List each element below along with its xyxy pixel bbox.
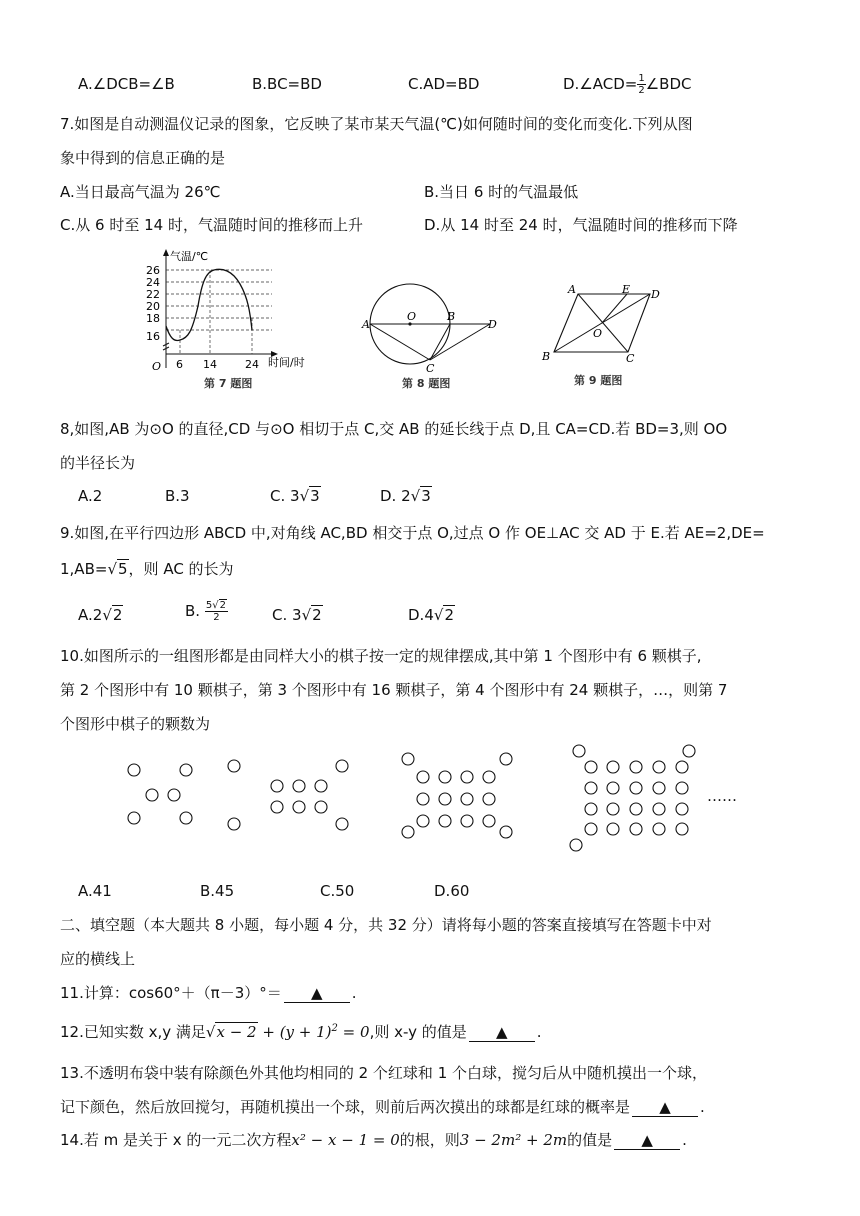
q13-answer-blank[interactable]: ▲ [632, 1098, 698, 1117]
fig7-y-tick-22: 22 [146, 288, 160, 301]
q10-stem-line3: 个图形中棋子的颗数为 [60, 715, 211, 733]
q10-option-c: C.50 [320, 882, 355, 900]
fig10-pattern-1 [128, 764, 192, 824]
fig7-y-arrow [163, 249, 169, 256]
q7-stem-line1: 7.如图是自动测温仪记录的图象，它反映了某市某天气温(℃)如何随时间的变化而变化.下列从图 [60, 115, 693, 133]
fig9-line-oe [602, 294, 627, 323]
q9-option-c-prefix: C. 3 [272, 606, 302, 624]
q12-eq: = 0 [337, 1023, 370, 1041]
fig7-y-tick-16: 16 [146, 330, 160, 343]
figure-9-parallelogram [538, 284, 668, 366]
q14-suffix: 的值是 [567, 1131, 613, 1149]
fig7-x-tick-6: 6 [176, 358, 183, 371]
figure-7-temperature-graph [144, 246, 324, 376]
q9-option-b-num: 5√2 [205, 600, 226, 611]
q12-prefix: 12.已知实数 x,y 满足 [60, 1023, 206, 1041]
q9-option-b-den: 2 [213, 612, 220, 623]
q7-option-a: A.当日最高气温为 26℃ [60, 183, 221, 201]
fig7-x-tick-14: 14 [203, 358, 217, 371]
q9-option-a-prefix: A.2 [78, 606, 103, 624]
q10-stem-line1: 10.如图所示的一组图形都是由同样大小的棋子按一定的规律摆成,其中第 1 个图形中有 6 颗棋子, [60, 647, 702, 665]
fig8-caption: 第 8 题图 [402, 377, 451, 390]
fig9-caption: 第 9 题图 [574, 374, 623, 387]
section2-heading-line1: 二、填空题（本大题共 8 小题，每小题 4 分，共 32 分）请将每小题的答案直接填写在答题卡中对 [60, 916, 712, 934]
q9-option-d-prefix: D.4 [408, 606, 434, 624]
q9-option-a: A.2√2 [78, 606, 123, 624]
q10-option-a: A.41 [78, 882, 112, 900]
q9-stem-line2: 1,AB=√5，则 AC 的长为 [60, 560, 234, 578]
fig8-line-cd [430, 324, 490, 360]
fig7-y-tick-18: 18 [146, 312, 160, 325]
q14-end: . [682, 1131, 687, 1149]
q6-option-d [563, 73, 692, 96]
q8-option-c-prefix: C. 3 [270, 487, 300, 505]
fig8-line-bc [430, 324, 450, 360]
q8-option-d-prefix: D. 2 [380, 487, 411, 505]
q8-stem-line2: 的半径长为 [60, 454, 136, 472]
q9-option-a-radicand: 2 [112, 606, 123, 624]
q10-option-b: B.45 [200, 882, 235, 900]
q12-mid: + (y + 1) [257, 1023, 332, 1041]
q9-stem-line2-prefix: 1,AB= [60, 560, 108, 578]
fig7-y-label: 气温/℃ [170, 250, 209, 263]
fig10-pattern-2 [228, 760, 348, 830]
q8-option-c-radicand: 3 [310, 487, 320, 505]
q7-option-d: D.从 14 时至 24 时，气温随时间的推移而下降 [424, 216, 738, 234]
q12-radicand: x − 2 [216, 1023, 257, 1041]
q9-stem-radicand: 5 [118, 560, 128, 578]
fig10-pattern-3 [402, 753, 512, 838]
q6-option-b: B.BC=BD [252, 75, 322, 93]
fig8-label-o: O [407, 310, 417, 323]
fig7-y-tick-20: 20 [146, 300, 160, 313]
q9-option-b-fraction [205, 600, 228, 623]
q12-end: . [536, 1023, 542, 1041]
q14-prefix: 14.若 m 是关于 x 的一元二次方程 [60, 1131, 292, 1149]
fig8-label-d: D [488, 318, 497, 331]
q6-option-d-suffix: ∠BDC [645, 75, 692, 93]
fig7-y-tick-26: 26 [146, 264, 160, 277]
fig9-label-o: O [593, 327, 603, 340]
q9-option-b-prefix: B. [185, 602, 201, 620]
q13-end: . [700, 1098, 705, 1116]
fig7-caption: 第 7 题图 [204, 377, 253, 390]
fig9-diagonal-ac [578, 294, 628, 352]
q9-option-c: C. 3√2 [272, 606, 322, 624]
q6-fraction-num: 1 [638, 73, 645, 84]
q9-stem-line2-suffix: ，则 AC 的长为 [128, 560, 234, 578]
q14-answer-blank[interactable]: ▲ [614, 1131, 680, 1150]
q12-answer-blank[interactable]: ▲ [469, 1023, 535, 1042]
q9-option-d: D.4√2 [408, 606, 454, 624]
q8-option-a: A.2 [78, 487, 103, 505]
q7-option-c: C.从 6 时至 14 时，气温随时间的推移而上升 [60, 216, 363, 234]
q6-fraction-den: 2 [638, 85, 645, 96]
fig8-label-a: A [362, 318, 370, 331]
fig9-label-b: B [542, 350, 551, 363]
fig8-label-c: C [426, 362, 435, 374]
fig7-y-tick-24: 24 [146, 276, 160, 289]
q9-stem-line1: 9.如图,在平行四边形 ABCD 中,对角线 AC,BD 相交于点 O,过点 O 作 OE⊥AC 交 AD 于 E.若 AE=2,DE= [60, 524, 765, 542]
q11-line [60, 982, 357, 1004]
q6-option-c: C.AD=BD [408, 75, 480, 93]
q7-stem-line2: 象中得到的信息正确的是 [60, 149, 226, 167]
q10-stem-line2: 第 2 个图形中有 10 颗棋子，第 3 个图形中有 16 颗棋子，第 4 个图形中有 24 颗棋子，…，则第 7 [60, 681, 728, 699]
q13-stem-line1: 13.不透明布袋中装有除颜色外其他均相同的 2 个红球和 1 个白球，搅匀后从中随机摸出一个球， [60, 1064, 708, 1082]
q6-fraction [637, 73, 645, 96]
q14-equation: x² − x − 1 = 0 [291, 1131, 400, 1149]
q7-option-b: B.当日 6 时的气温最低 [424, 183, 579, 201]
figure-8-circle-tangent [360, 278, 510, 374]
q12-line: 12.已知实数 x,y 满足$√x - 2 + (y + 1)^2 = 0$,则 x-y 的值是 ▲ . [60, 1023, 542, 1041]
fig9-label-a: A [568, 284, 576, 296]
section2-heading-line2: 应的横线上 [60, 950, 136, 968]
fig9-label-c: C [626, 352, 635, 365]
q9-option-c-radicand: 2 [312, 606, 322, 624]
q10-option-d: D.60 [434, 882, 470, 900]
fig8-line-ac [370, 324, 430, 360]
q11-end: . [351, 984, 357, 1002]
q9-option-d-radicand: 2 [444, 606, 454, 624]
q13-stem-line2 [60, 1096, 705, 1118]
q14-line [60, 1129, 687, 1151]
q11-answer-blank[interactable]: ▲ [284, 984, 350, 1003]
q9-option-b [185, 600, 228, 623]
q12-suffix: ,则 x-y 的值是 [369, 1023, 467, 1041]
q14-mid: 的根，则 [399, 1131, 460, 1149]
q6-option-d-prefix: D.∠ACD= [563, 75, 638, 93]
fig7-x-tick-24: 24 [245, 358, 259, 371]
fig10-ellipsis: …… [707, 787, 737, 805]
fig9-label-d: D [651, 288, 660, 301]
q11-text: 11.计算：cos60°＋（π－3）°＝ [60, 984, 282, 1002]
q8-option-d: D. 2√3 [380, 487, 431, 505]
q9-option-b-num-prefix: 5 [205, 600, 213, 611]
q13-line2-text: 记下颜色，然后放回搅匀，再随机摸出一个球，则前后两次摸出的球都是红球的概率是 [60, 1098, 631, 1116]
fig10-pattern-4 [570, 745, 695, 851]
q8-option-c: C. 3√3 [270, 487, 320, 505]
fig7-x-label: 时间/时 [268, 356, 305, 369]
fig9-label-e: E [622, 284, 631, 296]
q12-exponent: 2 [331, 1023, 338, 1034]
q9-option-b-num-radicand: 2 [219, 600, 226, 611]
q14-expression: 3 − 2m² + 2m [459, 1131, 568, 1149]
fig8-label-b: B [447, 310, 456, 323]
q8-option-b: B.3 [165, 487, 190, 505]
q8-stem-line1: 8,如图,AB 为⊙O 的直径,CD 与⊙O 相切于点 C,交 AB 的延长线于点 D,且 CA=CD.若 BD=3,则 OO [60, 420, 728, 438]
q6-option-a: A.∠DCB=∠B [78, 75, 175, 93]
fig7-origin: O [152, 360, 162, 373]
fig7-gridlines [166, 270, 272, 354]
figure-10-chess-patterns [110, 735, 710, 855]
q8-option-d-radicand: 3 [421, 487, 431, 505]
